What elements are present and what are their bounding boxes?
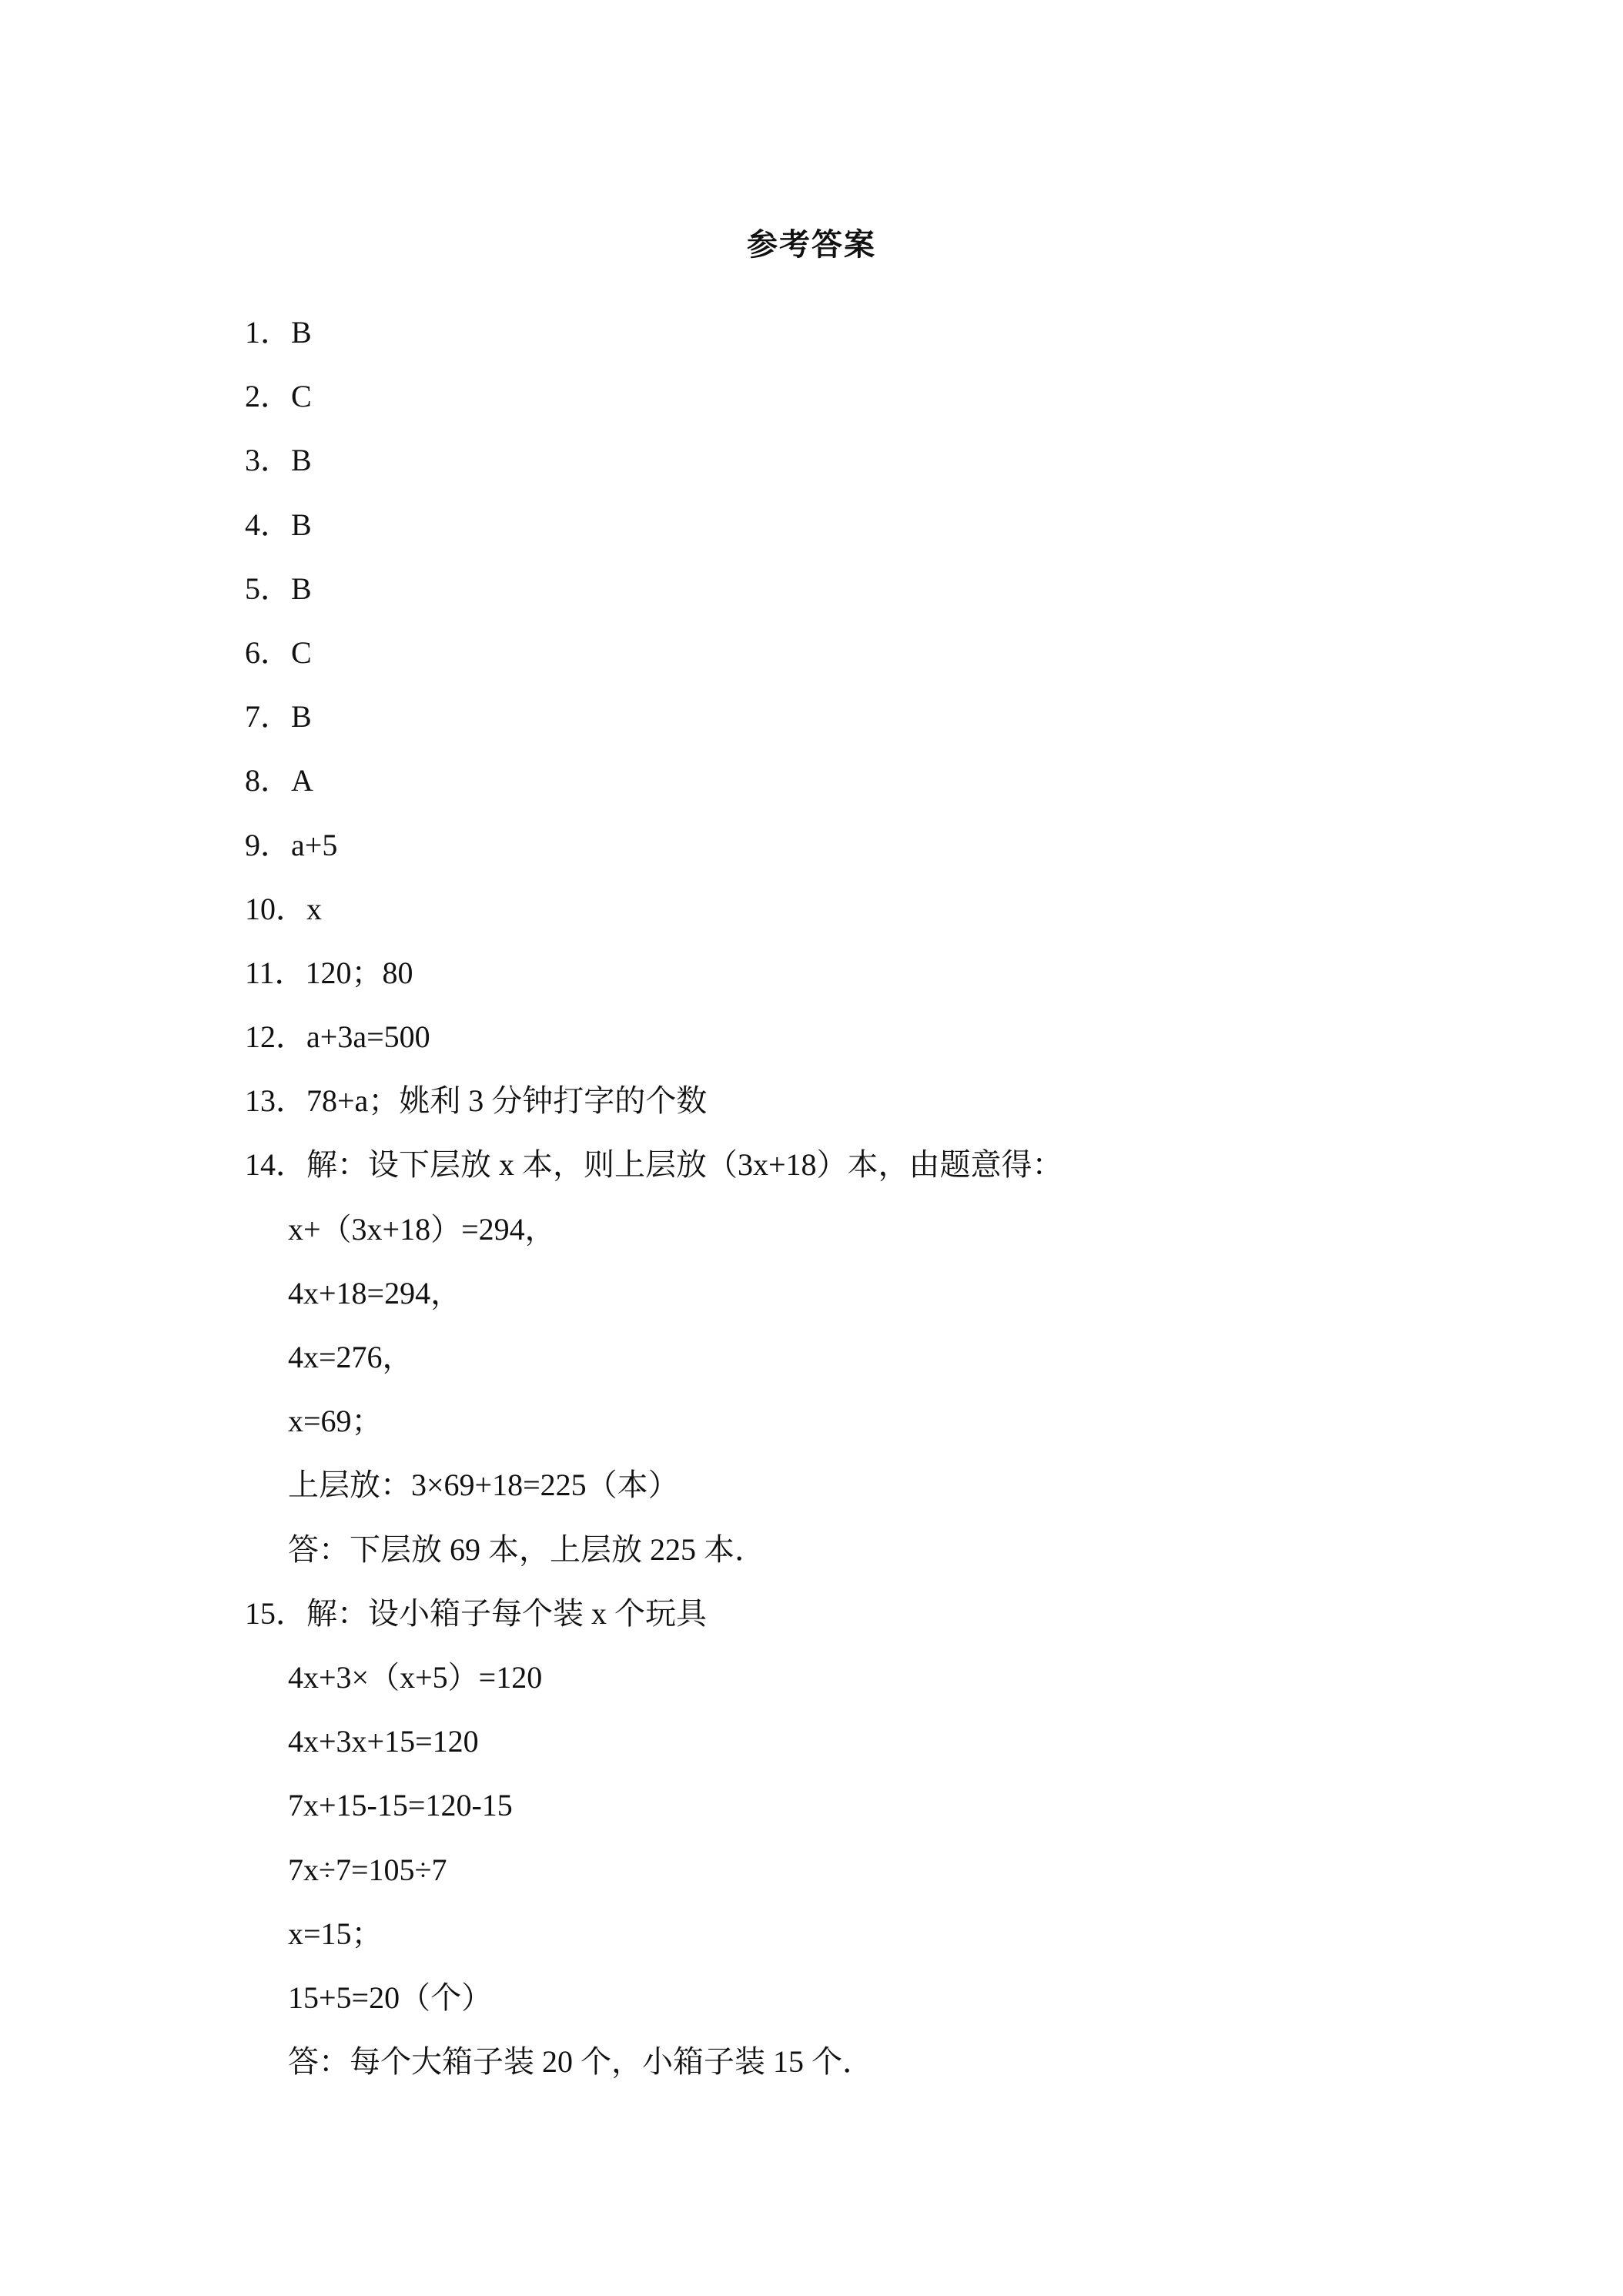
answer-item-2 bbox=[245, 377, 1554, 440]
answer-item-6 bbox=[245, 633, 1554, 697]
answer-item-15 bbox=[245, 1594, 1554, 1658]
answer-item-10 bbox=[245, 889, 1554, 953]
solution-step bbox=[245, 1914, 1554, 1978]
answer-number: 7． bbox=[245, 699, 291, 735]
answer-number: 15． bbox=[245, 1595, 306, 1631]
solution-step bbox=[245, 1337, 1554, 1401]
solution-step bbox=[245, 1850, 1554, 1914]
answer-number: 4． bbox=[245, 507, 291, 542]
answer-text: x bbox=[306, 891, 322, 926]
answer-number: 6． bbox=[245, 634, 291, 670]
solution-answer bbox=[245, 1530, 1554, 1594]
answer-text: B bbox=[291, 507, 312, 542]
solution-step-text: 4x=276， bbox=[288, 1340, 413, 1374]
answer-item-1 bbox=[245, 313, 1554, 377]
answer-text: C bbox=[291, 379, 312, 414]
solution-step-text: 4x+3x+15=120 bbox=[288, 1724, 479, 1759]
answer-number: 12． bbox=[245, 1019, 306, 1055]
answer-item-14 bbox=[245, 1145, 1554, 1209]
solution-step-text: x=15； bbox=[288, 1916, 383, 1951]
answer-text: 120；80 bbox=[305, 955, 413, 990]
solution-step bbox=[245, 1210, 1554, 1274]
answer-number: 5． bbox=[245, 571, 291, 606]
solution-step-text: 4x+3×（x+5）=120 bbox=[288, 1659, 543, 1695]
solution-step-text: 上层放：3×69+18=225（本） bbox=[288, 1468, 679, 1503]
answer-number: 2． bbox=[245, 379, 291, 414]
solution-step-text: x+（3x+18）=294， bbox=[288, 1211, 556, 1247]
page-title: 参考答案 bbox=[747, 227, 876, 262]
answer-item-12 bbox=[245, 1017, 1554, 1081]
solution-step-text: 7x+15-15=120-15 bbox=[288, 1788, 513, 1823]
solution-step bbox=[245, 1658, 1554, 1722]
answer-item-5 bbox=[245, 569, 1554, 633]
answer-number: 11． bbox=[245, 955, 306, 990]
answer-list bbox=[245, 313, 1554, 2106]
solution-step-text: 15+5=20（个） bbox=[288, 1980, 493, 2015]
answer-text: a+5 bbox=[291, 827, 338, 862]
solution-step bbox=[245, 1401, 1554, 1465]
answer-number: 8． bbox=[245, 763, 291, 798]
answer-text: B bbox=[291, 571, 312, 606]
solution-step-text: 4x+18=294， bbox=[288, 1275, 462, 1310]
answer-number: 1． bbox=[245, 315, 291, 350]
answer-text: B bbox=[291, 443, 312, 478]
solution-step bbox=[245, 1465, 1554, 1529]
answer-item-3 bbox=[245, 440, 1554, 504]
answer-number: 9． bbox=[245, 827, 291, 862]
solution-step bbox=[245, 1978, 1554, 2042]
solution-step bbox=[245, 1786, 1554, 1849]
answer-number: 14． bbox=[245, 1147, 306, 1183]
answer-number: 10． bbox=[245, 891, 306, 926]
answer-item-11 bbox=[245, 953, 1554, 1017]
solution-answer-text: 答：每个大箱子装 20 个，小箱子装 15 个． bbox=[288, 2044, 873, 2080]
answer-text: B bbox=[291, 699, 312, 735]
solution-step bbox=[245, 1274, 1554, 1337]
solution-answer bbox=[245, 2042, 1554, 2106]
answer-number: 3． bbox=[245, 443, 291, 478]
answer-text: a+3a=500 bbox=[306, 1019, 430, 1055]
answer-item-9 bbox=[245, 825, 1554, 889]
answer-item-8 bbox=[245, 761, 1554, 825]
answer-text: A bbox=[291, 763, 313, 798]
answer-text: 78+a；姚利 3 分钟打字的个数 bbox=[306, 1083, 708, 1119]
answer-item-13 bbox=[245, 1081, 1554, 1145]
answer-text: 解：设小箱子每个装 x 个玩具 bbox=[306, 1595, 707, 1631]
answer-item-4 bbox=[245, 505, 1554, 569]
answer-number: 13． bbox=[245, 1083, 306, 1119]
solution-step bbox=[245, 1722, 1554, 1786]
answer-text: 解：设下层放 x 本，则上层放（3x+18）本，由题意得： bbox=[306, 1147, 1063, 1183]
answer-text: B bbox=[291, 315, 312, 350]
answer-text: C bbox=[291, 634, 312, 670]
answer-item-7 bbox=[245, 697, 1554, 761]
solution-step-text: x=69； bbox=[288, 1404, 383, 1439]
solution-answer-text: 答：下层放 69 本，上层放 225 本． bbox=[288, 1531, 765, 1567]
solution-step-text: 7x÷7=105÷7 bbox=[288, 1852, 447, 1887]
